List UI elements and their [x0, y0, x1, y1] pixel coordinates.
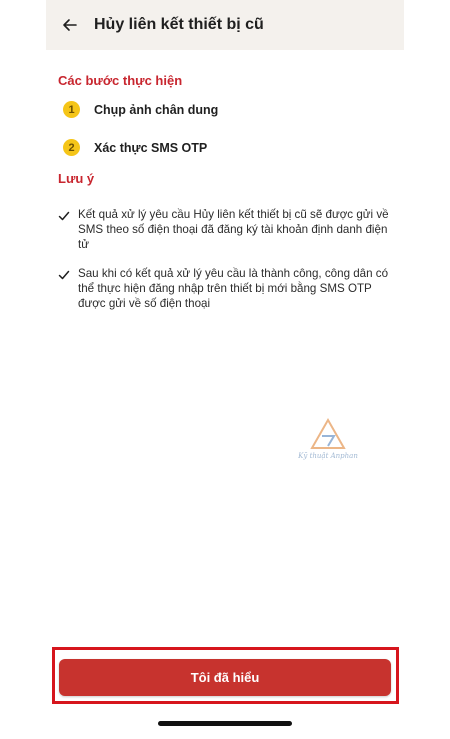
step-label: Chụp ảnh chân dung: [94, 102, 219, 117]
watermark-logo: [296, 416, 360, 466]
step-number-badge: 1: [63, 101, 80, 118]
arrow-left-icon: [62, 17, 78, 33]
steps-section-title: Các bước thực hiện: [58, 73, 183, 88]
page-title: Hủy liên kết thiết bị cũ: [94, 16, 264, 33]
confirm-button[interactable]: Tôi đã hiểu: [59, 659, 391, 696]
watermark-text: Kỹ thuật Anphan: [298, 452, 358, 460]
step-number-badge: 2: [63, 139, 80, 156]
app-screen: [46, 0, 404, 739]
check-icon: [58, 266, 74, 311]
note-text: Sau khi có kết quả xử lý yêu cầu là thành công, công dân có thể thực hiện đăng nhập trên thiết bị mới bằng SMS OTP được gửi về số điện thoại: [78, 267, 389, 310]
note-item-1: [58, 207, 390, 252]
step-item-2: [63, 139, 207, 156]
watermark-triangle-icon: [296, 416, 360, 452]
top-bar: [46, 0, 404, 50]
step-item-1: [63, 101, 218, 118]
notes-section-title: Lưu ý: [58, 171, 95, 186]
check-icon: [58, 207, 74, 252]
step-label: Xác thực SMS OTP: [94, 140, 208, 155]
back-button[interactable]: [60, 15, 80, 35]
highlight-box: [52, 647, 399, 704]
note-text: Kết quả xử lý yêu cầu Hủy liên kết thiết bị cũ sẽ được gửi về SMS theo số điện thoại đã đăng ký tài khoản định danh điện tử: [78, 208, 389, 251]
note-item-2: [58, 266, 390, 311]
home-indicator: [158, 721, 292, 726]
